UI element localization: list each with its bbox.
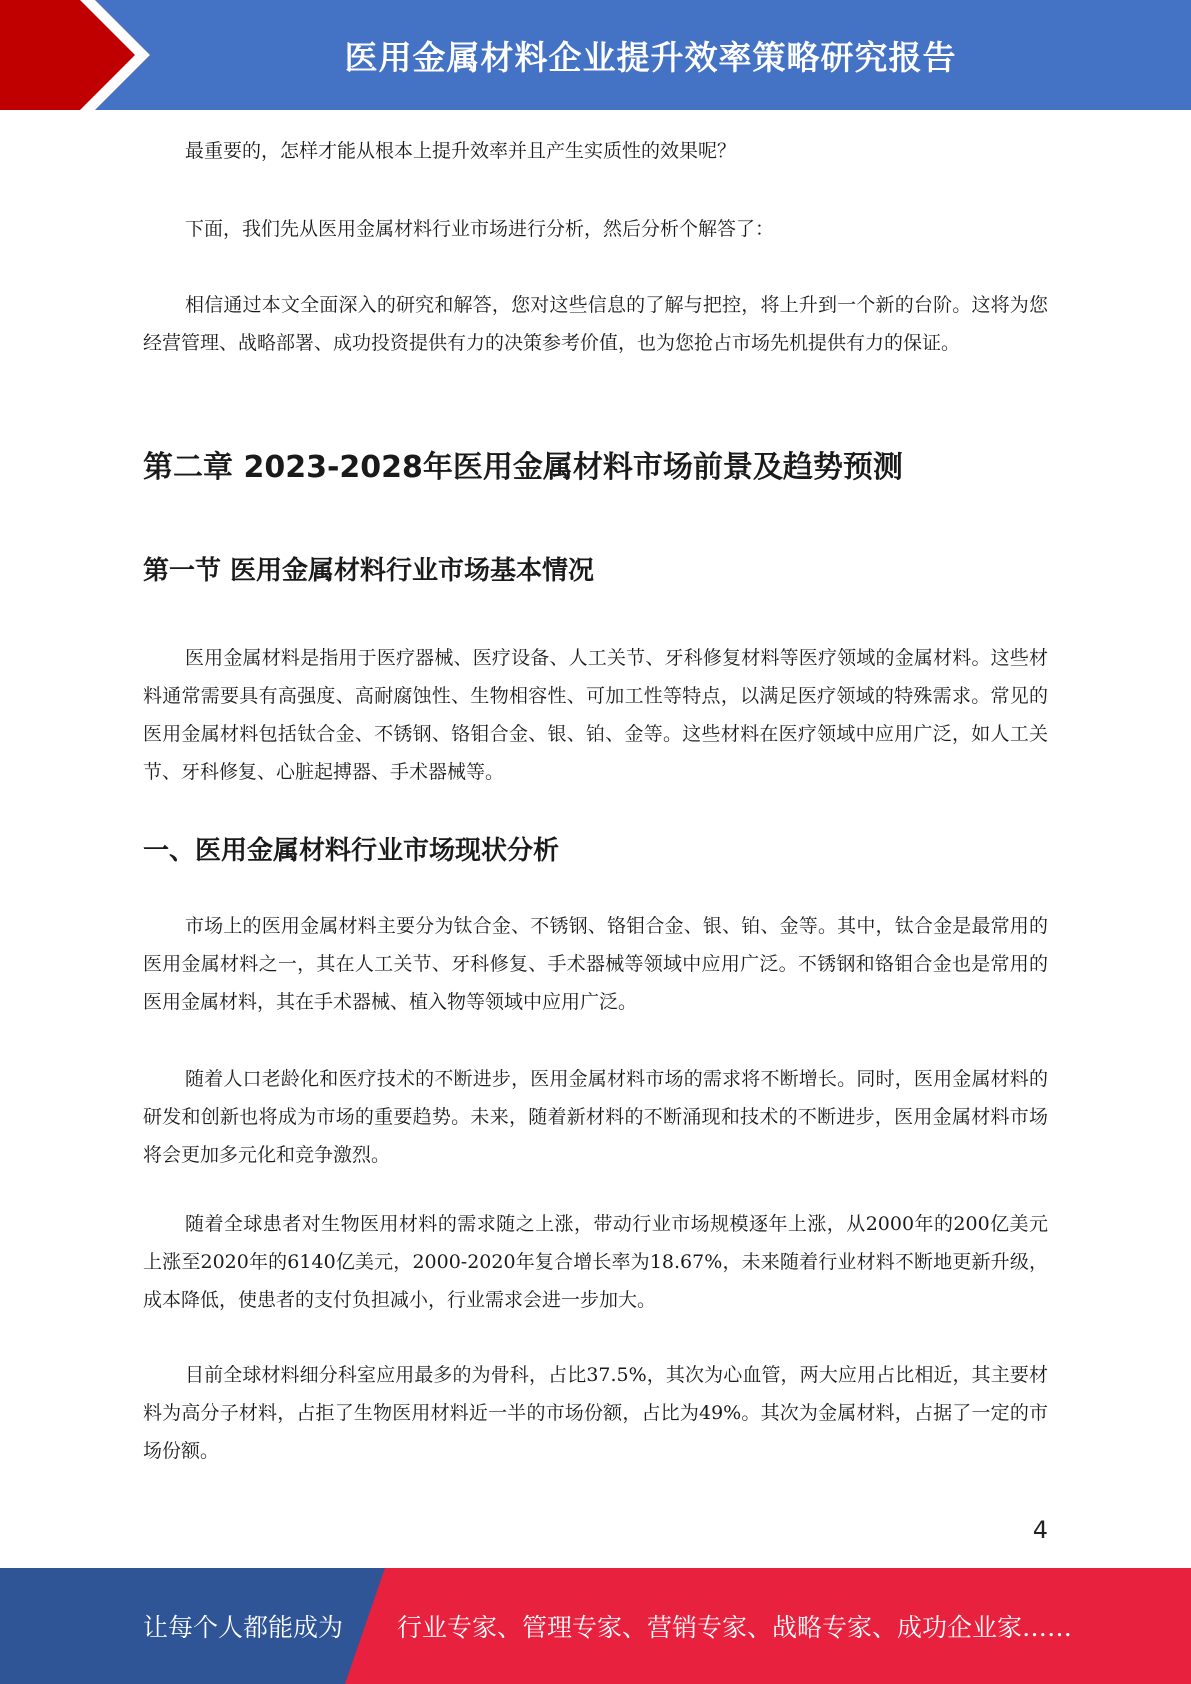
report-title: 医用金属材料企业提升效率策略研究报告	[344, 37, 957, 77]
analysis-paragraph-2: 随着人口老龄化和医疗技术的不断进步，医用金属材料市场的需求将不断增长。同时，医用金属材料的研发和创新也将成为市场的重要趋势。未来，随着新材料的不断涌现和技术的不断进步，医用金属材料市场将会更加多元化和竞争激烈。	[143, 1068, 1048, 1166]
page-number: 4	[1032, 1516, 1048, 1544]
section-title: 第一节 医用金属材料行业市场基本情况	[143, 556, 595, 586]
analysis-paragraph-3: 随着全球患者对生物医用材料的需求随之上涨，带动行业市场规模逐年上涨，从2000年的200亿美元上涨至2020年的6140亿美元，2000-2020年复合增长率为18.67%，未来随着行业材料不断地更新升级，成本降低，使患者的支付负担减小，行业需求会进一步加大。	[143, 1213, 1048, 1311]
intro-paragraph-1: 最重要的，怎样才能从根本上提升效率并且产生实质性的效果呢？	[185, 140, 737, 162]
section-paragraph: 医用金属材料是指用于医疗器械、医疗设备、人工关节、牙科修复材料等医疗领域的金属材料。这些材料通常需要具有高强度、高耐腐蚀性、生物相容性、可加工性等特点，以满足医疗领域的特殊需求。常见的医用金属材料包括钛合金、不锈钢、铬钼合金、银、铂、金等。这些材料在医疗领域中应用广泛，如人工关节、牙科修复、心脏起搏器、手术器械等。	[143, 647, 1048, 783]
analysis-paragraph-1: 市场上的医用金属材料主要分为钛合金、不锈钢、铬钼合金、银、铂、金等。其中，钛合金是最常用的医用金属材料之一，其在人工关节、牙科修复、手术器械等领域中应用广泛。不锈钢和铬钼合金也是常用的医用金属材料，其在手术器械、植入物等领域中应用广泛。	[143, 915, 1048, 1013]
footer-slogan-right: 行业专家、管理专家、营销专家、战略专家、成功企业家……	[397, 1613, 1073, 1642]
analysis-paragraph-4: 目前全球材料细分科室应用最多的为骨科，占比37.5%，其次为心血管，两大应用占比相近，其主要材料为高分子材料，占拒了生物医用材料近一半的市场份额，占比为49%。其次为金属材料，占据了一定的市场份额。	[143, 1364, 1048, 1462]
footer-banner	[0, 1568, 1191, 1684]
footer-slogan-left: 让每个人都能成为	[143, 1613, 344, 1642]
header-chevron-icon	[0, 0, 150, 110]
header-banner	[0, 0, 1191, 110]
intro-paragraph-2: 下面，我们先从医用金属材料行业市场进行分析，然后分析个解答了：	[185, 218, 775, 240]
intro-paragraph-3: 相信通过本文全面深入的研究和解答，您对这些信息的了解与把控，将上升到一个新的台阶。这将为您经营管理、战略部署、成功投资提供有力的决策参考价值，也为您抢占市场先机提供有力的保证。	[143, 294, 1048, 354]
chapter-title: 第二章 2023-2028年医用金属材料市场前景及趋势预测	[143, 450, 903, 485]
subsection-title: 一、医用金属材料行业市场现状分析	[143, 836, 560, 866]
